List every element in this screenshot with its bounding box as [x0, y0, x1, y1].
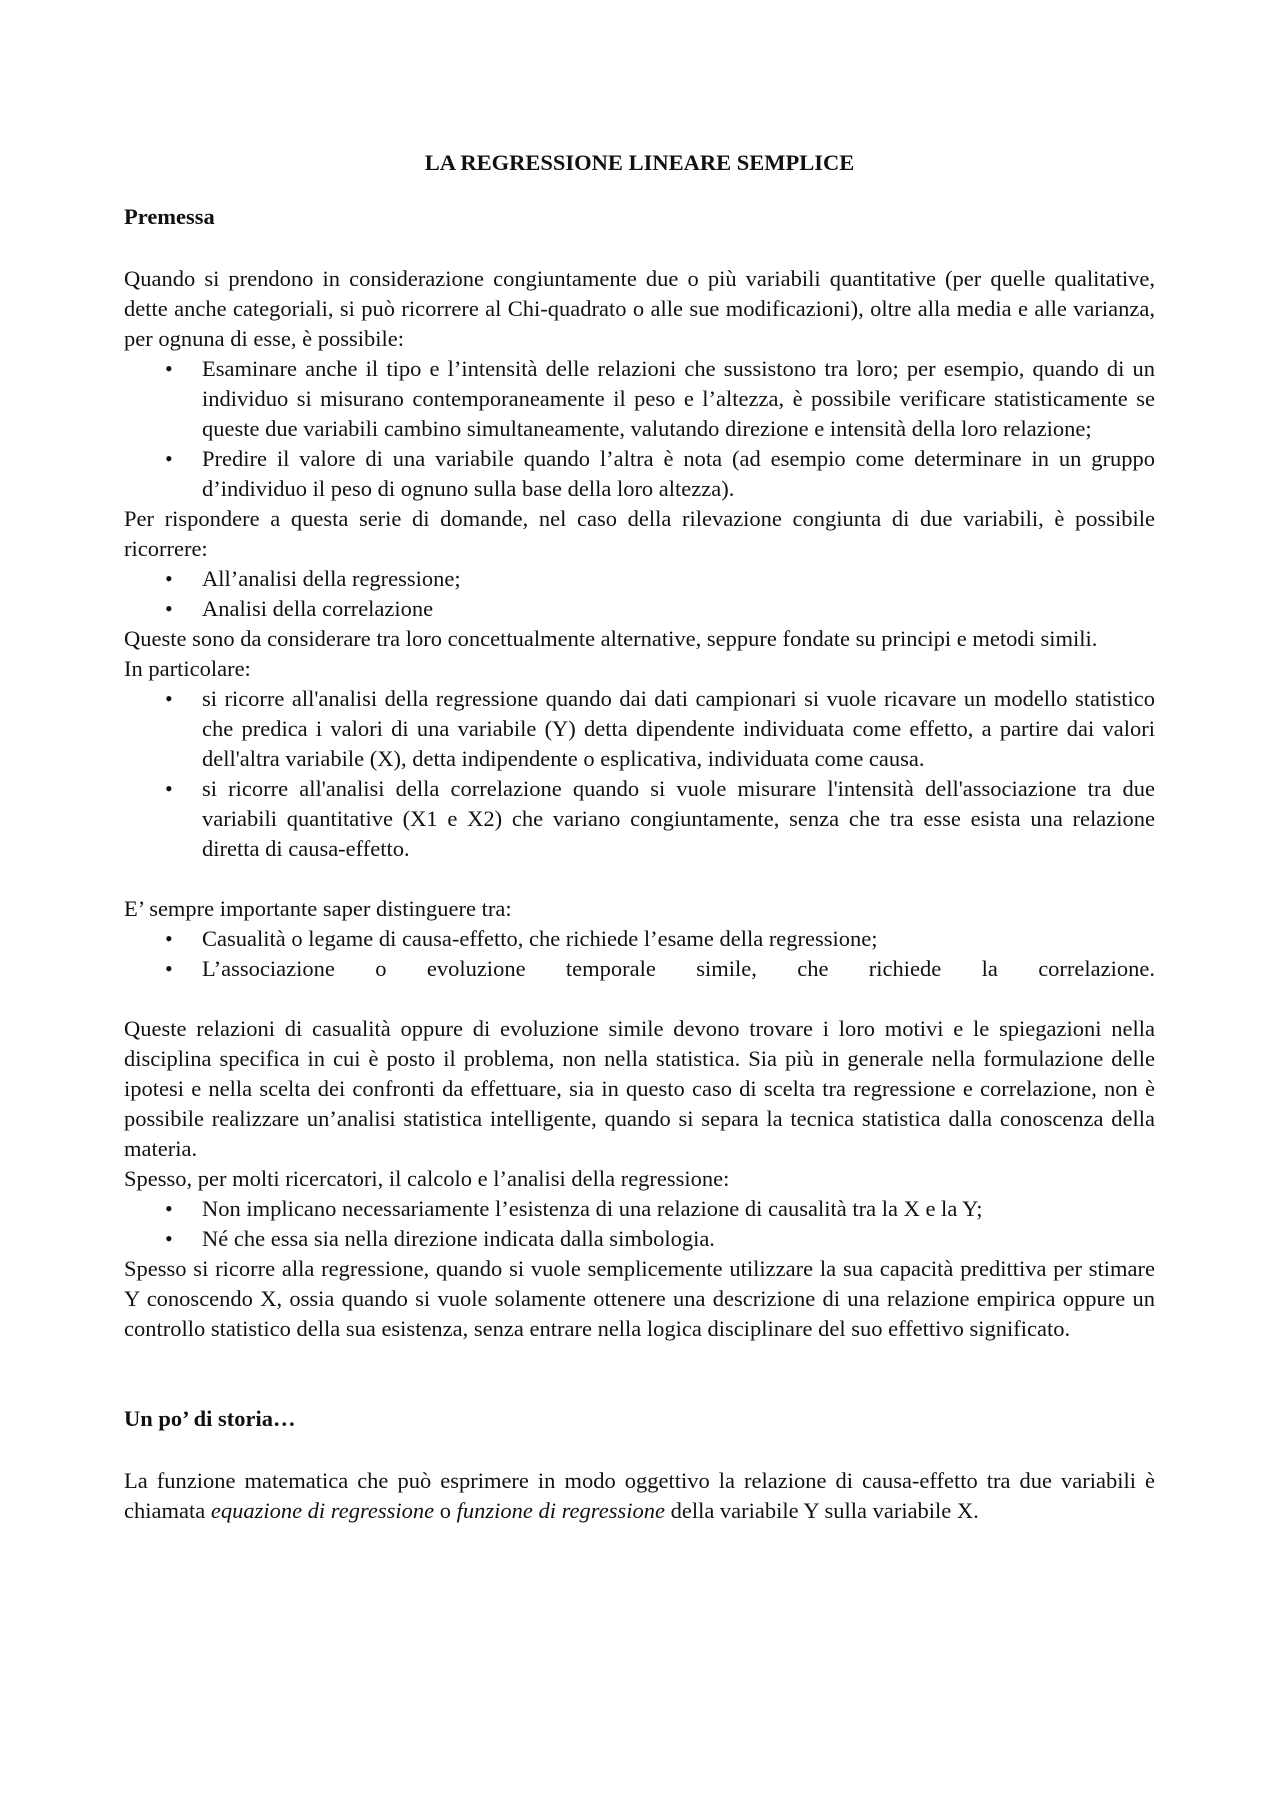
bullet-list-3: [124, 684, 1155, 864]
list-item: • Non implicano necessariamente l’esistenza di una relazione di causalità tra la X e la Y;: [202, 1194, 1155, 1224]
paragraph-intro: Quando si prendono in considerazione congiuntamente due o più variabili quantitative (per quelle qualitative, dette anche categoriali, si può ricorrere al Chi-quadrato o alle sue modificazioni), oltre alla media e alle varianza, per ognuna di esse, è possibile:: [124, 266, 1155, 351]
list-item: • Né che essa sia nella direzione indicata dalla simbologia.: [202, 1224, 1155, 1254]
paragraph-8: Spesso si ricorre alla regressione, quando si vuole semplicemente utilizzare la sua capacità predittiva per stimare Y conoscendo X, ossia quando si vuole solamente ottenere una descrizione di una relazione empirica oppure un controllo statistico della sua esistenza, senza entrare nella logica disciplinare del suo effettivo significato.: [124, 1256, 1155, 1341]
paragraph-2: Per rispondere a questa serie di domande, nel caso della rilevazione congiunta di due variabili, è possibile ricorrere:: [124, 506, 1155, 561]
section-heading-storia: Un po’ di storia…: [124, 1406, 296, 1431]
section-heading-premessa: Premessa: [124, 204, 215, 229]
paragraph-7: Spesso, per molti ricercatori, il calcolo e l’analisi della regressione:: [124, 1166, 730, 1191]
bullet-list-2: [124, 564, 1155, 624]
list-item: • Analisi della correlazione: [202, 594, 1155, 624]
list-item: • Casualità o legame di causa-effetto, che richiede l’esame della regressione;: [202, 924, 1155, 954]
paragraph-6: Queste relazioni di casualità oppure di evoluzione simile devono trovare i loro motivi e le spiegazioni nella disciplina specifica in cui è posto il problema, non nella statistica. Sia più in generale nella formulazione delle ipotesi e nella scelta dei confronti da effettuare, sia in questo caso di scelta tra regressione e correlazione, non è possibile realizzare un’analisi statistica intelligente, quando si separa la tecnica statistica dalla conoscenza della materia.: [124, 1016, 1155, 1161]
term-equazione-di-regressione: equazione di regressione: [210, 1498, 435, 1523]
list-item: • si ricorre all'analisi della regressione quando dai dati campionari si vuole ricavare un modello statistico che predica i valori di una variabile (Y) detta dipendente individuata come effetto, a partire dai valori dell'altra variabile (X), detta indipendente o esplicativa, individuata come causa.: [202, 684, 1155, 774]
paragraph-3: Queste sono da considerare tra loro concettualmente alternative, seppure fondate su principi e metodi simili.: [124, 626, 1098, 651]
paragraph-5: E’ sempre importante saper distinguere tra:: [124, 896, 512, 921]
list-item: • si ricorre all'analisi della correlazione quando si vuole misurare l'intensità dell'associazione tra due variabili quantitative (X1 e X2) che variano congiuntamente, senza che tra esse esista una relazione diretta di causa-effetto.: [202, 774, 1155, 864]
bullet-list-1: [124, 354, 1155, 504]
document-title: LA REGRESSIONE LINEARE SEMPLICE: [424, 150, 855, 175]
list-item: • Predire il valore di una variabile quando l’altra è nota (ad esempio come determinare in un gruppo d’individuo il peso di ognuno sulla base della loro altezza).: [202, 444, 1155, 504]
text-run: La funzione matematica che può esprimere in modo oggettivo la relazione di causa-effetto tra due variabili è chiamata: [124, 1468, 1155, 1523]
list-item: • All’analisi della regressione;: [202, 564, 1155, 594]
term-funzione-di-regressione: funzione di regressione: [456, 1498, 665, 1523]
text-run: della variabile Y sulla variabile X.: [664, 1498, 979, 1523]
list-item: • L’associazione o evoluzione temporale simile, che richiede la correlazione.: [202, 954, 1155, 984]
bullet-list-4: [124, 924, 1155, 984]
paragraph-4: In particolare:: [124, 656, 251, 681]
list-item: • Esaminare anche il tipo e l’intensità delle relazioni che sussistono tra loro; per esempio, quando di un individuo si misurano contemporaneamente il peso e l’altezza, è possibile verificare statisticamente se queste due variabili cambino simultaneamente, valutando direzione e intensità della loro relazione;: [202, 354, 1155, 444]
text-run: o: [434, 1498, 457, 1523]
paragraph-storia: [124, 1466, 1155, 1526]
bullet-list-5: [124, 1194, 1155, 1254]
